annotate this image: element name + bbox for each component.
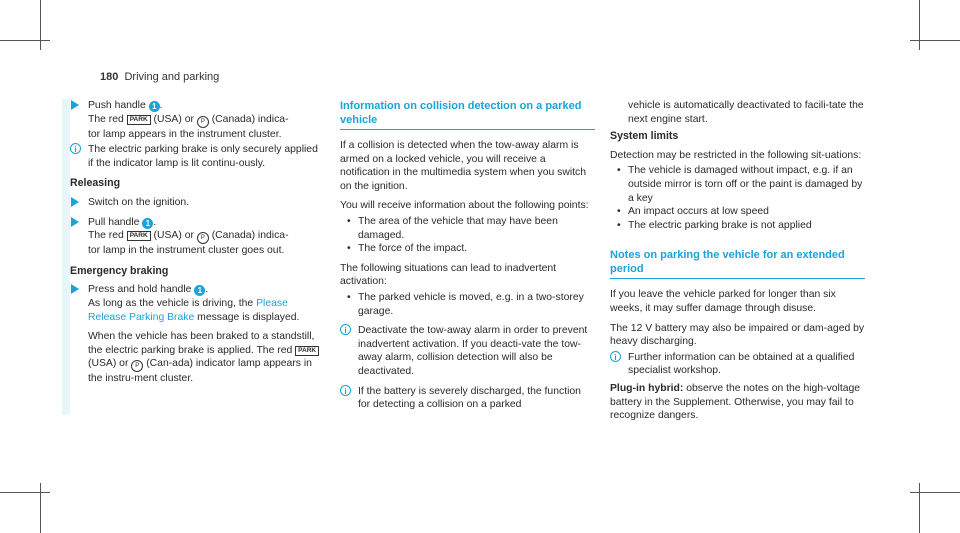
heading-system-limits: System limits bbox=[610, 130, 679, 143]
note-securely-applied: i The electric parking brake is only securely applied if the indicator lamp is lit continu-ously. bbox=[70, 143, 320, 170]
info-icon: i bbox=[340, 385, 351, 396]
crop-mark bbox=[0, 40, 50, 41]
step-arrow-icon bbox=[71, 100, 79, 110]
list-item: • The parked vehicle is moved, e.g. in a two-storey garage. bbox=[340, 291, 595, 318]
step-arrow-icon bbox=[71, 284, 79, 294]
list-item: • The force of the impact. bbox=[340, 242, 595, 256]
badge-1: 1 bbox=[194, 285, 205, 296]
park-indicator-icon: PARK bbox=[295, 346, 319, 356]
paragraph: If a collision is detected when the tow-away alarm is armed on a locked vehicle, you will receive a notification in the multimedia system when you switch on the ignition. bbox=[340, 140, 587, 192]
list-item: • The area of the vehicle that may have been damaged. bbox=[340, 215, 595, 242]
paragraph: The following situations can lead to inadvertent activation: bbox=[340, 262, 557, 288]
crop-mark bbox=[919, 483, 920, 533]
note-continuation: vehicle is automatically deactivated to facili-tate the next engine start. bbox=[628, 100, 864, 125]
step-switch-ignition: Switch on the ignition. bbox=[70, 196, 320, 210]
middle-column bbox=[340, 99, 595, 412]
section-title-extended-period: Notes on parking the vehicle for an extended period bbox=[610, 248, 865, 279]
parking-brake-icon: P bbox=[131, 360, 143, 372]
badge-1: 1 bbox=[149, 101, 160, 112]
list-item: • The vehicle is damaged without impact, e.g. if an outside mirror is torn off or the paint is damaged by a key bbox=[610, 164, 865, 205]
crop-mark bbox=[910, 40, 960, 41]
paragraph: Detection may be restricted in the following sit-uations: bbox=[610, 149, 862, 161]
note-workshop: i Further information can be obtained at a qualified specialist workshop. bbox=[610, 351, 865, 378]
crop-mark bbox=[0, 492, 50, 493]
left-column bbox=[70, 99, 320, 392]
step-push-handle: Push handle 1 . The red PARK (USA) or P (Canada) indica- tor lamp appears in the instrument cluster. bbox=[70, 99, 320, 141]
info-icon: i bbox=[610, 351, 621, 362]
parking-brake-icon: P bbox=[197, 116, 209, 128]
note-battery: i If the battery is severely discharged, the function for detecting a collision on a parked bbox=[340, 385, 595, 412]
paragraph: The 12 V battery may also be impaired or dam-aged by heavy discharging. bbox=[610, 322, 865, 348]
crop-mark bbox=[910, 492, 960, 493]
crop-mark bbox=[40, 0, 41, 50]
heading-emergency-braking: Emergency braking bbox=[70, 264, 169, 277]
list-item: • An impact occurs at low speed bbox=[610, 205, 865, 219]
section-title-collision-detection: Information on collision detection on a parked vehicle bbox=[340, 99, 595, 130]
step-arrow-icon bbox=[71, 217, 79, 227]
park-indicator-icon: PARK bbox=[127, 231, 151, 241]
page-number: 180 bbox=[100, 71, 119, 83]
paragraph: You will receive information about the following points: bbox=[340, 200, 589, 212]
display-message: Please Release Parking Brake bbox=[88, 297, 288, 323]
heading-releasing: Releasing bbox=[70, 177, 121, 190]
page-header bbox=[100, 71, 219, 83]
parking-brake-icon: P bbox=[197, 232, 209, 244]
park-indicator-icon: PARK bbox=[127, 115, 151, 125]
info-icon: i bbox=[340, 324, 351, 335]
note-deactivate: i Deactivate the tow-away alarm in order to prevent inadvertent activation. If you deacti-vate the tow-away alarm, collision detection will also be deactivated. bbox=[340, 324, 595, 378]
plugin-hybrid-label: Plug-in hybrid: bbox=[610, 382, 684, 394]
crop-mark bbox=[40, 483, 41, 533]
step-arrow-icon bbox=[71, 197, 79, 207]
page-header-title: Driving and parking bbox=[124, 71, 220, 83]
step-pull-handle: Pull handle 1 . The red PARK (USA) or P (Canada) indica- tor lamp in the instrument cluster goes out. bbox=[70, 216, 320, 258]
left-column-band bbox=[62, 99, 70, 415]
paragraph: If you leave the vehicle parked for longer than six weeks, it may suffer damage through disuse. bbox=[610, 289, 836, 314]
info-icon: i bbox=[70, 143, 81, 154]
list-item: • The electric parking brake is not applied bbox=[610, 219, 865, 233]
step-press-hold-handle: Press and hold handle 1 . As long as the vehicle is driving, the Please Release Parking Brake message is displayed. When the vehicle has been braked to a standstill, the electric parking brake is applied. The red PARK (USA) or P (Can-ada) indicator lamp appears in the instru-ment cluster. bbox=[70, 283, 320, 386]
badge-1: 1 bbox=[142, 218, 153, 229]
right-column bbox=[610, 99, 865, 429]
crop-mark bbox=[919, 0, 920, 50]
paragraph-plugin-hybrid: Plug-in hybrid: observe the notes on the high-voltage battery in the Supplement. Otherwise, you may fail to recognize dangers. bbox=[610, 382, 861, 422]
